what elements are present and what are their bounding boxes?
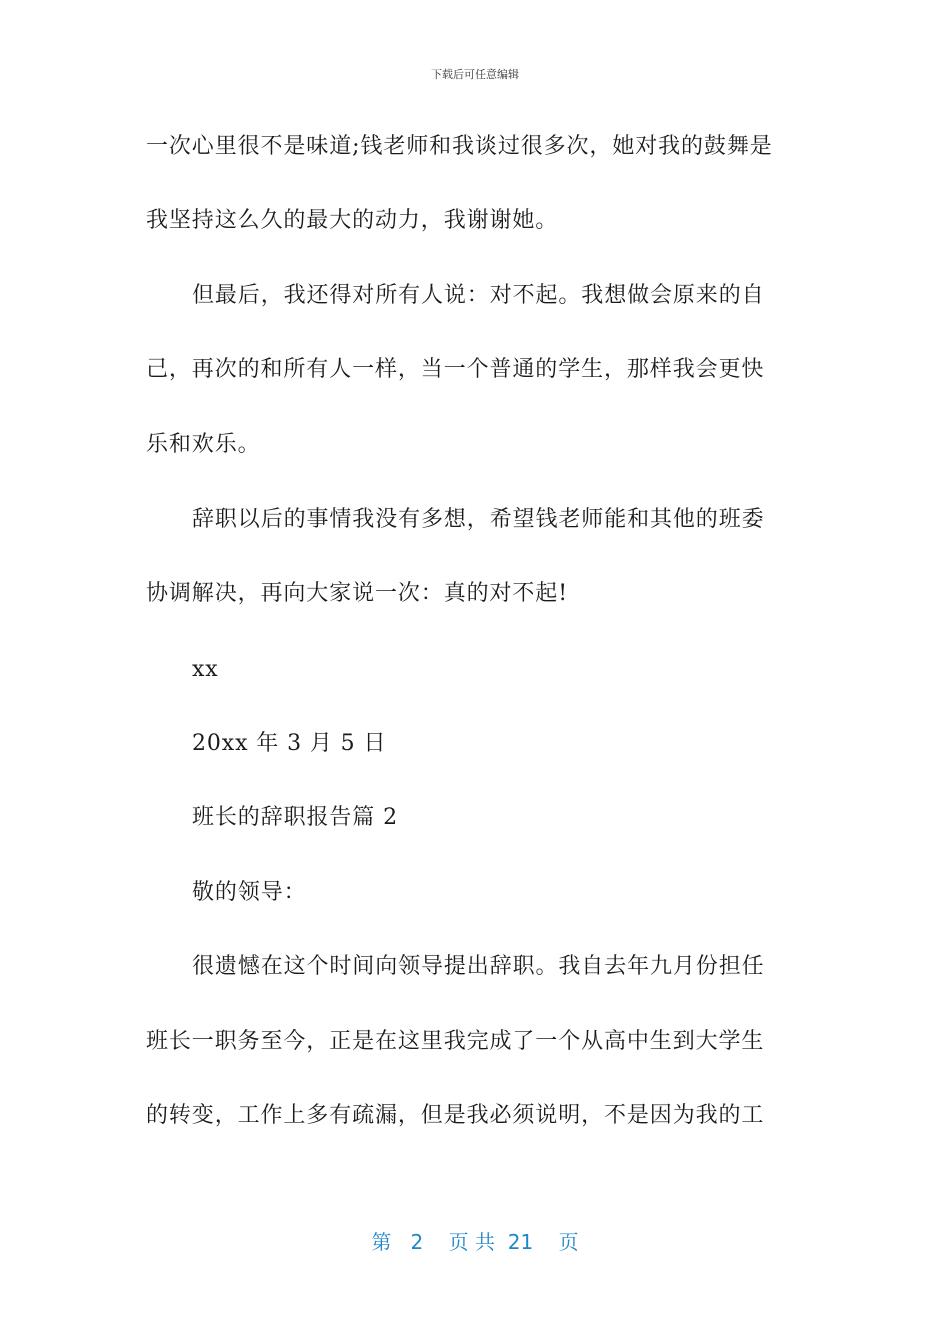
body-line: 辞职以后的事情我没有多想，希望钱老师能和其他的班委 <box>192 507 765 532</box>
body-line: 乐和欢乐。 <box>146 432 261 457</box>
body-line: 己，再次的和所有人一样，当一个普通的学生，那样我会更快 <box>146 357 765 382</box>
body-line: 协调解决，再向大家说一次：真的对不起! <box>146 581 568 606</box>
signature-date: 20xx 年 3 月 5 日 <box>192 731 387 756</box>
current-page-number: 2 <box>410 1230 424 1254</box>
signature-name: xx <box>192 657 219 682</box>
body-line: 但最后，我还得对所有人说：对不起。我想做会原来的自 <box>192 283 765 308</box>
footer-prefix: 第 <box>371 1230 392 1254</box>
section-title: 班长的辞职报告篇 2 <box>192 805 398 830</box>
body-line: 我坚持这么久的最大的动力，我谢谢她。 <box>146 208 559 233</box>
footer-suffix: 页 <box>558 1230 579 1254</box>
page-number-footer <box>0 1226 950 1255</box>
body-line: 的转变，工作上多有疏漏，但是我必须说明，不是因为我的工 <box>146 1103 765 1128</box>
footer-middle: 页 共 <box>448 1230 495 1254</box>
body-line: 一次心里很不是味道;钱老师和我谈过很多次，她对我的鼓舞是 <box>146 134 773 159</box>
page-header-note: 下载后可任意编辑 <box>431 68 519 81</box>
salutation: 敬的领导： <box>192 880 307 905</box>
total-pages-number: 21 <box>507 1230 534 1254</box>
body-line: 很遗憾在这个时间向领导提出辞职。我自去年九月份担任 <box>192 954 765 979</box>
body-line: 班长一职务至今，正是在这里我完成了一个从高中生到大学生 <box>146 1029 765 1054</box>
